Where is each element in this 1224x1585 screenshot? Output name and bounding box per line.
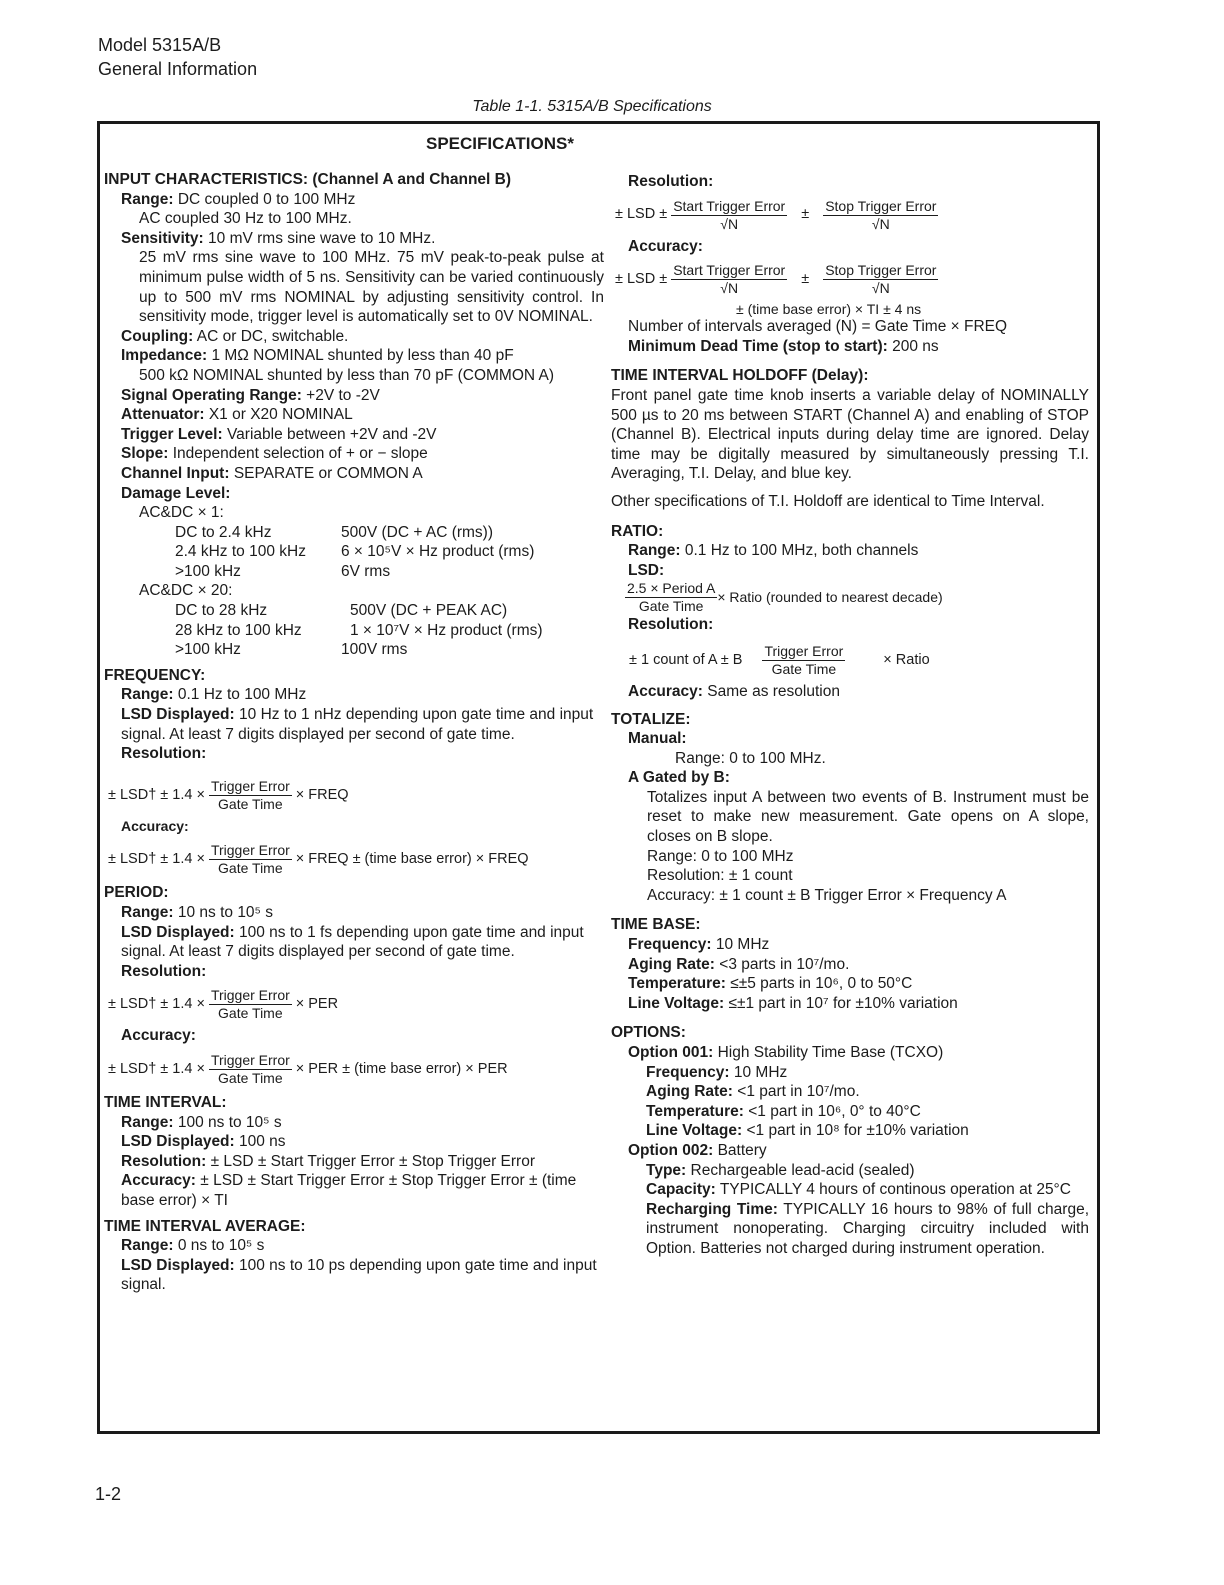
formula-suffix: × FREQ [295, 786, 349, 803]
denominator: Gate Time [771, 660, 837, 677]
denominator: Gate Time [638, 598, 704, 615]
label: Impedance: [121, 347, 208, 365]
label: Range: [628, 542, 681, 560]
label: AC&DC × 20: [139, 582, 233, 600]
value: 100 ns to 10⁵ s [177, 1113, 282, 1131]
fraction [671, 262, 787, 297]
label: Type: [646, 1161, 687, 1179]
denominator: Gate Time [218, 1005, 283, 1022]
label: Aging Rate: [646, 1083, 733, 1101]
denominator: √N [720, 215, 739, 232]
cell: DC to 2.4 kHz [175, 523, 272, 541]
label: Capacity: [646, 1181, 716, 1199]
fraction [671, 198, 787, 233]
label: Coupling: [121, 327, 194, 345]
fraction [209, 842, 292, 877]
formula-prefix: ± 1 count of A ± B [629, 651, 743, 668]
formula-suffix: × PER [295, 996, 339, 1013]
fraction [625, 580, 717, 615]
label: Recharging Time: [646, 1200, 778, 1218]
label: Channel Input: [121, 464, 230, 482]
label: Aging Rate: [628, 955, 715, 973]
box-title: SPECIFICATIONS* [426, 134, 574, 153]
formula-prefix: ± LSD ± [615, 270, 668, 287]
value: TYPICALLY 16 hours to 98% of full charge, instrument nonoperating. Charging circuitry included with Option. Batteries not charged during instrument operation. [646, 1200, 1089, 1257]
label: Range: [121, 1113, 174, 1131]
value: SEPARATE or COMMON A [233, 464, 423, 482]
fraction [823, 262, 938, 297]
header-section: General Information [98, 59, 258, 79]
value: 1 MΩ NOMINAL shunted by less than 40 pF [211, 347, 514, 365]
label: Slope: [121, 445, 169, 463]
cell: 500V (DC + AC (rms)) [341, 523, 494, 541]
value: Rechargeable lead-acid (sealed) [690, 1161, 915, 1179]
left-column [104, 170, 604, 1295]
value: 10 ns to 10⁵ s [177, 904, 274, 921]
label: Accuracy: [121, 1172, 196, 1190]
label: Option 001: [628, 1044, 714, 1061]
label: AC&DC × 1: [139, 504, 224, 522]
label: LSD Displayed: [121, 923, 235, 941]
value: 10 MHz [715, 936, 770, 954]
value: AC or DC, switchable. [196, 327, 349, 345]
value: Range: 0 to 100 MHz. [675, 749, 826, 767]
numerator: Trigger Error [210, 777, 290, 794]
denominator: Gate Time [218, 795, 283, 812]
numerator: Trigger Error [764, 642, 844, 659]
cell: >100 kHz [175, 641, 241, 659]
cell: 1 × 10⁷V × Hz product (rms) [350, 621, 543, 639]
numerator: Trigger Error [210, 842, 290, 859]
value: <1 part in 10⁷/mo. [737, 1083, 860, 1101]
label: Accuracy: [121, 817, 189, 834]
fraction [209, 778, 292, 813]
label: Frequency: [628, 936, 712, 954]
holdoff-note: Other specifications of T.I. Holdoff are identical to Time Interval. [611, 492, 1045, 510]
label: Line Voltage: [628, 994, 725, 1012]
value: 10 mV rms sine wave to 10 MHz. [208, 229, 436, 247]
page-number: 1-2 [95, 1484, 122, 1504]
label: Range: [121, 1237, 174, 1255]
value: 100 ns to 1 fs depending upon gate time and input signal. At least 7 digits displayed per second of gate time. [121, 923, 584, 961]
label: Frequency: [646, 1063, 730, 1081]
value: Variable between +2V and -2V [226, 425, 437, 443]
denominator: √N [871, 215, 890, 232]
value: <1 part in 10⁸ for ±10% variation [746, 1122, 969, 1140]
cell: 2.4 kHz to 100 kHz [175, 543, 306, 561]
label: Range: [121, 904, 174, 921]
value: AC coupled 30 Hz to 100 MHz. [139, 210, 352, 228]
value: Accuracy: ± 1 count ± B Trigger Error × Frequency A [647, 886, 1007, 904]
label: LSD: [628, 561, 665, 579]
plus-minus: ± [801, 270, 810, 287]
label: Option 002: [628, 1141, 714, 1159]
right-column [611, 172, 1089, 1259]
value: <1 part in 10⁶, 0° to 40°C [748, 1102, 921, 1120]
value: 100 ns to 10 ps depending upon gate time and input signal. [121, 1256, 597, 1294]
label: Damage Level: [121, 484, 231, 502]
label: Minimum Dead Time (stop to start): [628, 337, 888, 355]
label: Range: [121, 190, 174, 208]
value: 100 ns [239, 1133, 286, 1151]
formula-prefix: ± LSD† ± 1.4 × [108, 996, 205, 1013]
value: X1 or X20 NOMINAL [208, 406, 353, 424]
cell: 28 kHz to 100 kHz [175, 621, 302, 639]
numerator: 2.5 × Period A [627, 580, 716, 597]
label: Attenuator: [121, 406, 205, 424]
label: Resolution: [121, 745, 207, 763]
value: Totalizes input A between two events of B. Instrument must be reset to make new measurement. Gate opens on A slope, closes on B slope. [647, 788, 1089, 846]
numerator: Start Trigger Error [673, 197, 786, 214]
value: 10 MHz [733, 1063, 788, 1081]
formula-suffix: × PER ± (time base error) × PER [295, 1060, 508, 1077]
value: Same as resolution [707, 682, 840, 700]
holdoff-paragraph: Front panel gate time knob inserts a variable delay of NOMINALLY 500 µs to 20 ms between START (Channel A) and enabling of STOP (Channel B). Electrical inputs during delay time are ignored. Delay time may be digitally measured by simultaneously pressing T.I. Averaging, T.I. Delay, and blue key. [611, 386, 1089, 483]
numerator: Trigger Error [210, 1051, 290, 1068]
denominator: √N [871, 280, 890, 297]
label: Line Voltage: [646, 1122, 743, 1140]
plus-minus: ± [801, 206, 810, 223]
formula-prefix: ± LSD† ± 1.4 × [108, 786, 205, 803]
header-model: Model 5315A/B [98, 35, 222, 55]
running-header [98, 33, 257, 81]
formula-suffix: × Ratio [883, 651, 930, 668]
label: Temperature: [646, 1102, 744, 1120]
numerator: Start Trigger Error [673, 262, 786, 279]
cell: >100 kHz [175, 562, 241, 580]
n-line: Number of intervals averaged (N) = Gate Time × FREQ [628, 318, 1008, 336]
cell: 6 × 10⁵V × Hz product (rms) [341, 543, 535, 561]
value: 0 ns to 10⁵ s [177, 1237, 265, 1255]
fraction [209, 1052, 292, 1087]
label: LSD Displayed: [121, 1133, 235, 1151]
holdoff-heading: TIME INTERVAL HOLDOFF (Delay): [611, 367, 869, 385]
time-interval-heading: TIME INTERVAL: [104, 1093, 227, 1111]
label: Accuracy: [628, 237, 703, 255]
label: Resolution: [121, 962, 207, 980]
label: Accuracy: [121, 1027, 196, 1045]
ratio-heading: RATIO: [611, 522, 664, 540]
label: LSD Displayed: [121, 1256, 235, 1274]
fraction [209, 987, 292, 1022]
label: Sensitivity: [121, 229, 204, 247]
label: Resolution: [628, 173, 714, 190]
cell: DC to 28 kHz [175, 602, 268, 620]
value: Resolution: ± 1 count [647, 867, 793, 885]
cell: 500V (DC + PEAK AC) [350, 602, 508, 620]
value: 25 mV rms sine wave to 100 MHz. 75 mV peak-to-peak pulse at minimum pulse width of 5 ns. Sensitivity can be varied continuously up to 500 mV rms NOMINAL by adjusting sensitivity control. In sensitivity mode, trigger level is automatically set to 0V NOMINAL. [139, 249, 604, 326]
time-interval-average-heading: TIME INTERVAL AVERAGE: [104, 1217, 306, 1235]
formula-prefix: ± LSD ± [615, 206, 668, 223]
table-caption: Table 1-1. 5315A/B Specifications [472, 98, 712, 115]
totalize-heading: TOTALIZE: [611, 710, 691, 728]
label: Signal Operating Range: [121, 386, 302, 404]
cell: 100V rms [341, 641, 408, 659]
options-heading: OPTIONS: [611, 1024, 686, 1042]
value: TYPICALLY 4 hours of continous operation at 25°C [719, 1181, 1071, 1199]
label: Accuracy: [628, 682, 703, 700]
label: A Gated by B: [628, 769, 730, 787]
fraction [762, 643, 845, 678]
period-heading: PERIOD: [104, 884, 169, 902]
value: Range: 0 to 100 MHz [647, 847, 794, 865]
label: Resolution: [121, 1152, 207, 1170]
formula-prefix: ± LSD† ± 1.4 × [108, 851, 205, 868]
value: DC coupled 0 to 100 MHz [177, 190, 356, 208]
value: +2V to -2V [306, 386, 380, 404]
label: LSD Displayed: [121, 706, 235, 724]
value: 500 kΩ NOMINAL shunted by less than 70 pF (COMMON A) [139, 366, 555, 384]
value: ≤±5 parts in 10⁶, 0 to 50°C [730, 975, 913, 993]
tail-formula: ± (time base error) × TI ± 4 ns [736, 301, 922, 318]
value: 200 ns [892, 337, 939, 355]
label: Range: [121, 686, 174, 704]
value: Independent selection of + or − slope [172, 445, 428, 463]
label: Manual: [628, 730, 687, 748]
numerator: Stop Trigger Error [825, 197, 937, 214]
value: 0.1 Hz to 100 MHz, both channels [684, 542, 919, 560]
fraction [823, 198, 938, 233]
denominator: Gate Time [218, 860, 283, 877]
denominator: Gate Time [218, 1069, 283, 1086]
value: ≤±1 part in 10⁷ for ±10% variation [728, 994, 958, 1012]
value: <3 parts in 10⁷/mo. [719, 955, 850, 973]
formula-prefix: ± LSD† ± 1.4 × [108, 1060, 205, 1077]
value: 0.1 Hz to 100 MHz [177, 686, 307, 704]
value: Battery [717, 1141, 767, 1159]
value: ± LSD ± Start Trigger Error ± Stop Trigger Error ± (time base error) × TI [121, 1172, 577, 1209]
denominator: √N [720, 280, 739, 297]
label: Resolution: [628, 616, 714, 634]
value: High Stability Time Base (TCXO) [717, 1044, 944, 1061]
formula-suffix: × Ratio (rounded to nearest decade) [717, 589, 943, 606]
numerator: Stop Trigger Error [825, 262, 937, 279]
time-base-heading: TIME BASE: [611, 916, 701, 934]
label: Temperature: [628, 975, 726, 993]
cell: 6V rms [341, 562, 391, 580]
numerator: Trigger Error [210, 987, 290, 1004]
value: 10 Hz to 1 nHz depending upon gate time and input signal. At least 7 digits displayed per second of gate time. [121, 706, 594, 743]
formula-suffix: × FREQ ± (time base error) × FREQ [295, 851, 529, 868]
input-heading: INPUT CHARACTERISTICS: (Channel A and Channel B) [104, 171, 512, 188]
frequency-heading: FREQUENCY: [104, 666, 206, 684]
value: ± LSD ± Start Trigger Error ± Stop Trigger Error [210, 1152, 535, 1170]
label: Trigger Level: [121, 425, 223, 443]
